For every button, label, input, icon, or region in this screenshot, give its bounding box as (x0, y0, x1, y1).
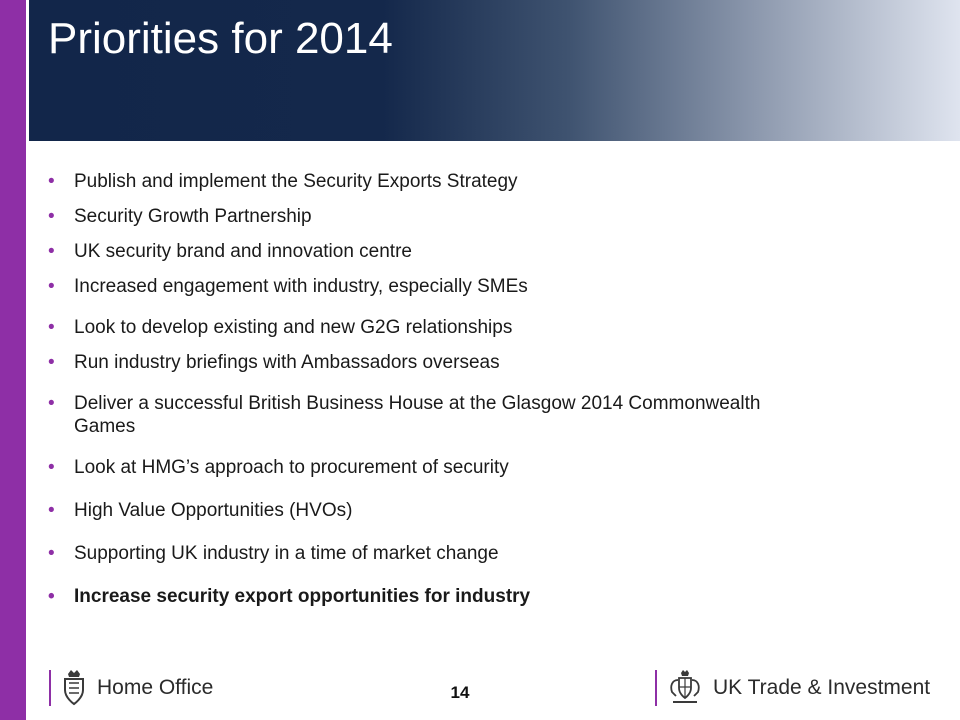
bullet-item (48, 542, 928, 565)
bullet-item (48, 316, 928, 339)
ukti-label: UK Trade & Investment (713, 676, 931, 699)
bullet-text: High Value Opportunities (HVOs) (74, 500, 353, 521)
bullet-item (48, 275, 928, 298)
bullet-text: Run industry briefings with Ambassadors overseas (74, 352, 500, 373)
royal-coat-of-arms-icon (665, 668, 705, 708)
bullet-dot-icon: • (48, 352, 55, 373)
bullet-dot-icon: • (48, 586, 55, 607)
ukti-logo (655, 666, 930, 710)
bullet-dot-icon: • (48, 206, 55, 227)
bullet-text: Security Growth Partnership (74, 206, 312, 227)
bullet-text: Look at HMG’s approach to procurement of security (74, 457, 509, 478)
bullet-text: Supporting UK industry in a time of market change (74, 543, 499, 564)
bullet-text: Deliver a successful British Business House at the Glasgow 2014 Commonwealth Games (74, 393, 761, 437)
bullet-item (48, 499, 928, 522)
bullet-item (48, 585, 928, 608)
royal-crest-icon (59, 668, 89, 708)
home-office-label: Home Office (97, 676, 214, 699)
bullet-item (48, 351, 928, 374)
logo-divider (49, 670, 51, 706)
bullet-dot-icon: • (48, 393, 55, 414)
bullet-dot-icon: • (48, 317, 55, 338)
bullet-item (48, 392, 794, 438)
page-number: 14 (450, 683, 470, 702)
home-office-logo (49, 666, 213, 710)
bullet-item (48, 205, 928, 228)
bullet-dot-icon: • (48, 241, 55, 262)
bullet-text: Look to develop existing and new G2G relationships (74, 317, 513, 338)
bullet-text: Publish and implement the Security Exports Strategy (74, 171, 518, 192)
bullet-item (48, 170, 928, 193)
logo-divider (655, 670, 657, 706)
bullet-text: Increase security export opportunities for industry (74, 586, 531, 607)
slide-title: Priorities for 2014 (48, 14, 393, 63)
bullet-item (48, 240, 928, 263)
bullet-text: UK security brand and innovation centre (74, 241, 412, 262)
bullet-dot-icon: • (48, 543, 55, 564)
left-accent-bar (0, 0, 26, 720)
bullet-dot-icon: • (48, 500, 55, 521)
bullet-list (48, 170, 928, 608)
bullet-dot-icon: • (48, 457, 55, 478)
bullet-text: Increased engagement with industry, especially SMEs (74, 276, 528, 297)
bullet-dot-icon: • (48, 276, 55, 297)
bullet-item (48, 456, 928, 479)
bullet-dot-icon: • (48, 171, 55, 192)
